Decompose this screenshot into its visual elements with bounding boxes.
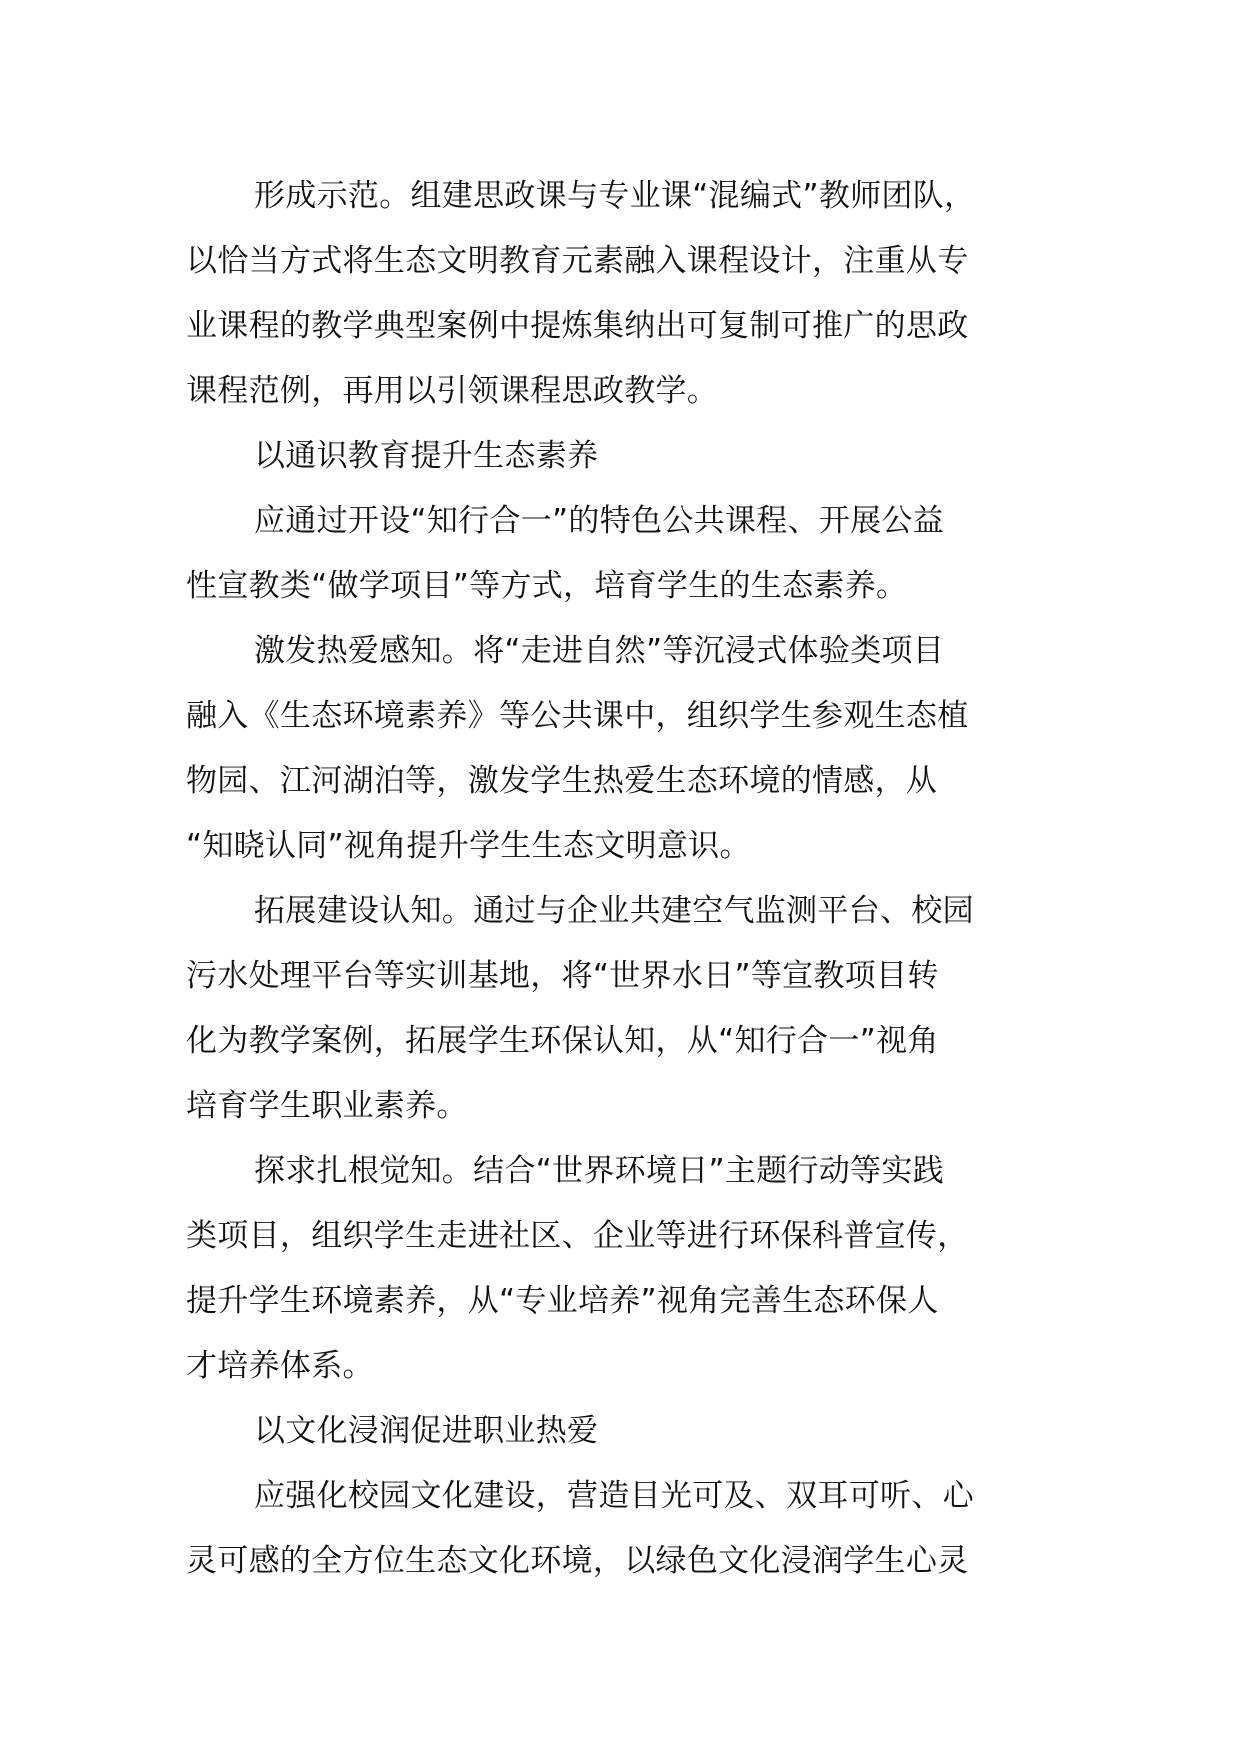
document-body xyxy=(186,164,1066,1594)
text-line: 灵可感的全方位生态文化环境，以绿色文化浸润学生心灵 xyxy=(186,1543,969,1579)
text-line: 应通过开设“知行合一”的特色公共课程、开展公益 xyxy=(254,503,945,539)
text-line: 以恰当方式将生态文明教育元素融入课程设计，注重从专 xyxy=(186,243,969,279)
section-heading: 以文化浸润促进职业热爱 xyxy=(254,1413,599,1449)
text-line: “知晓认同”视角提升学生生态文明意识。 xyxy=(186,828,751,864)
text-line: 融入《生态环境素养》等公共课中，组织学生参观生态植 xyxy=(186,698,969,734)
text-line: 拓展建设认知。通过与企业共建空气监测平台、校园 xyxy=(254,893,974,929)
text-line: 才培养体系。 xyxy=(186,1348,374,1384)
text-line: 化为教学案例，拓展学生环保认知，从“知行合一”视角 xyxy=(186,1023,939,1059)
text-line: 类项目，组织学生走进社区、企业等进行环保科普宣传， xyxy=(186,1218,969,1254)
text-line: 物园、江河湖泊等，激发学生热爱生态环境的情感，从 xyxy=(186,763,938,799)
text-line: 培育学生职业素养。 xyxy=(186,1088,468,1124)
text-line: 提升学生环境素养，从“专业培养”视角完善生态环保人 xyxy=(186,1283,939,1319)
section-heading: 以通识教育提升生态素养 xyxy=(254,438,599,474)
text-line: 激发热爱感知。将“走进自然”等沉浸式体验类项目 xyxy=(254,633,945,669)
text-line: 污水处理平台等实训基地，将“世界水日”等宣教项目转 xyxy=(186,958,939,994)
text-line: 性宣教类“做学项目”等方式，培育学生的生态素养。 xyxy=(186,568,908,604)
text-line: 形成示范。组建思政课与专业课“混编式”教师团队， xyxy=(254,178,976,214)
text-line: 业课程的教学典型案例中提炼集纳出可复制可推广的思政 xyxy=(186,308,969,344)
text-line: 课程范例，再用以引领课程思政教学。 xyxy=(186,373,719,409)
text-line: 应强化校园文化建设，营造目光可及、双耳可听、心 xyxy=(254,1478,974,1514)
text-line: 探求扎根觉知。结合“世界环境日”主题行动等实践 xyxy=(254,1153,945,1189)
